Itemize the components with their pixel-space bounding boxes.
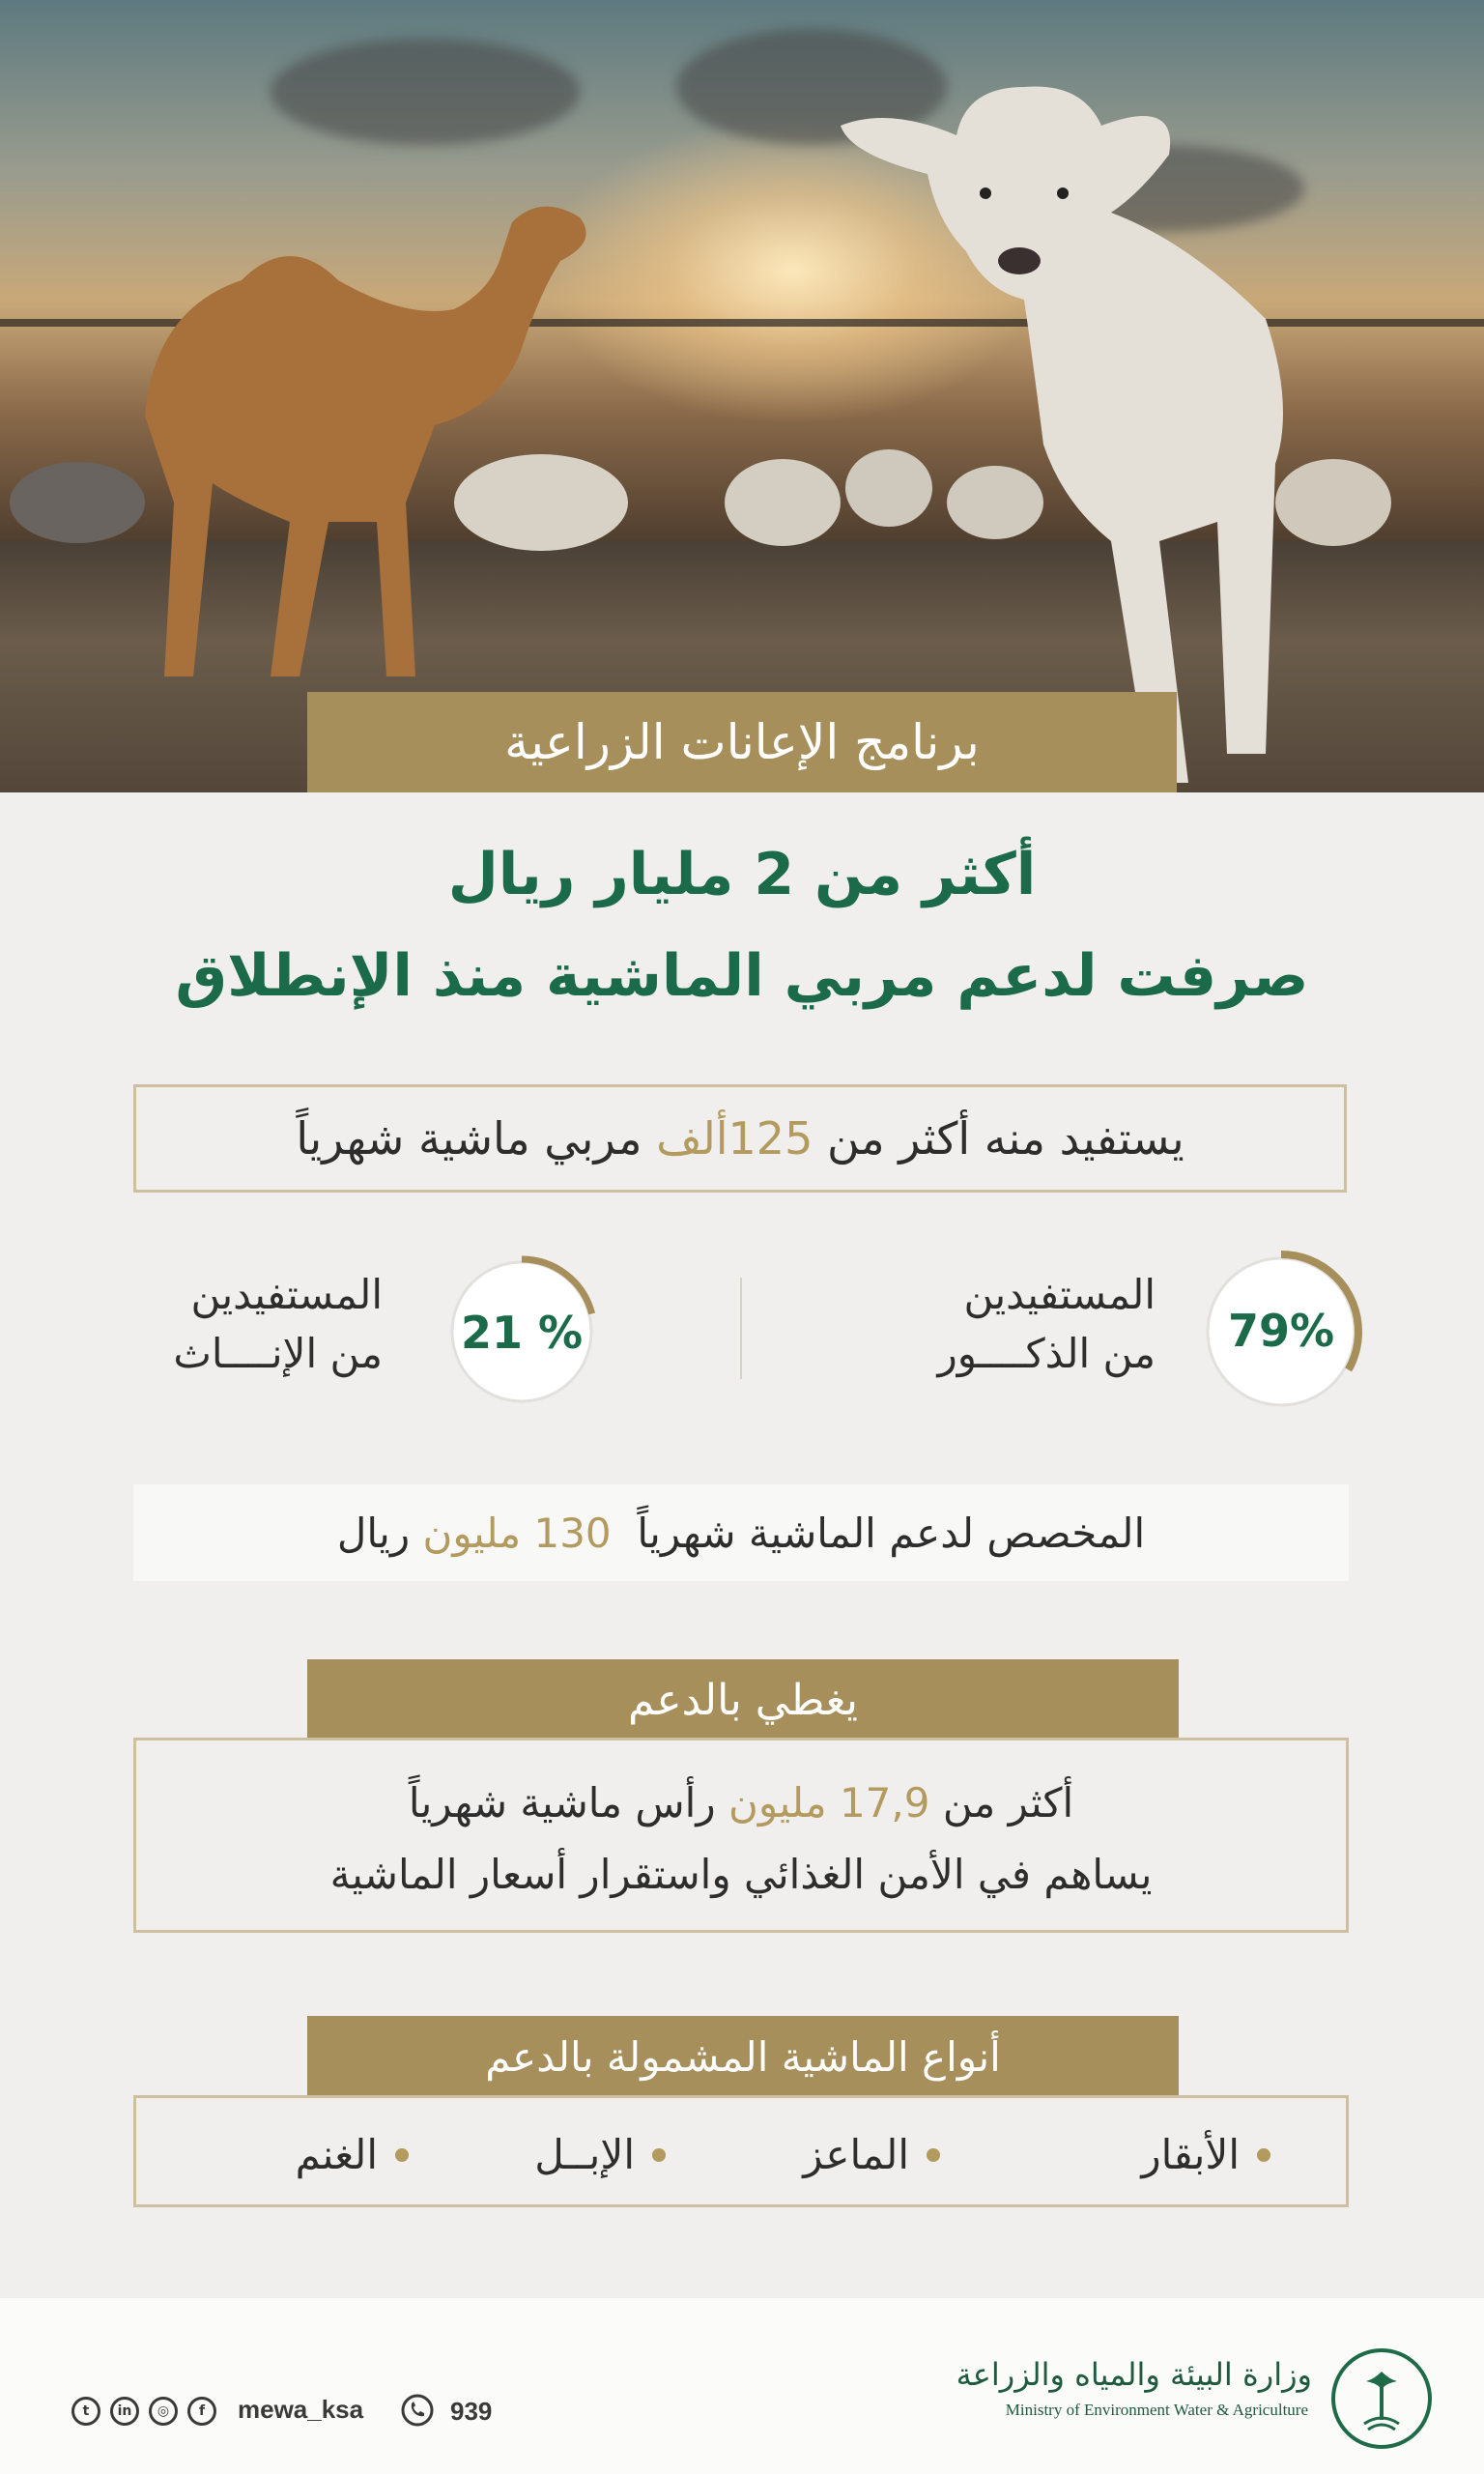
beneficiaries-box — [133, 1084, 1347, 1193]
sheep — [1275, 459, 1391, 546]
livestock-illustration — [0, 0, 1484, 792]
sheep — [725, 459, 841, 546]
program-title: برنامج الإعانات الزراعية — [504, 714, 980, 770]
facebook-icon[interactable]: f — [187, 2397, 216, 2426]
female-percent: 21 % — [460, 1307, 584, 1359]
livestock-item-goats — [803, 2131, 940, 2178]
livestock-types-tab — [307, 2016, 1179, 2097]
twitter-icon[interactable]: t — [71, 2397, 100, 2426]
bullet-icon — [1257, 2148, 1270, 2162]
coverage-line1 — [136, 1768, 1346, 1839]
female-label — [173, 1266, 383, 1384]
headline-amount: أكثر من 2 مليار ريال — [447, 841, 1037, 908]
linkedin-icon[interactable]: in — [110, 2397, 139, 2426]
headline-description: صرفت لدعم مربي الماشية منذ الإنطلاق — [175, 942, 1309, 1010]
livestock-item-label: الأبقار — [1141, 2131, 1240, 2178]
bullet-icon — [652, 2148, 666, 2162]
hero-image — [0, 0, 1484, 792]
livestock-item-label: الماعز — [803, 2131, 909, 2178]
coverage-amount: 17,9 مليون — [728, 1779, 930, 1827]
livestock-item-sheep — [296, 2131, 409, 2178]
livestock-item-cattle — [1141, 2131, 1270, 2178]
sheep — [947, 466, 1043, 539]
goat-eye — [1057, 187, 1069, 199]
allocation-prefix: المخصص لدعم الماشية شهرياً — [637, 1509, 1146, 1557]
livestock-types-tab-label: أنواع الماشية المشمولة بالدعم — [485, 2032, 1001, 2081]
coverage-line2: يساهم في الأمن الغذائي واستقرار أسعار الماشية — [329, 1850, 1153, 1898]
male-label-line2: من الذكــــور — [937, 1329, 1156, 1377]
ministry-name-en: Ministry of Environment Water & Agriculture — [1005, 2401, 1308, 2419]
instagram-icon[interactable]: ◎ — [149, 2397, 178, 2426]
allocation-suffix: ريال — [336, 1509, 411, 1557]
sheep — [845, 449, 932, 527]
goat-nose — [998, 247, 1041, 274]
coverage-box — [133, 1738, 1349, 1933]
livestock-types-box — [133, 2095, 1349, 2207]
male-label-line1: المستفيدين — [963, 1271, 1156, 1318]
livestock-item-camels — [534, 2131, 666, 2178]
program-banner — [307, 692, 1177, 792]
social-handle[interactable]: mewa_ksa — [238, 2395, 364, 2424]
male-percent: 79% — [1227, 1305, 1335, 1357]
camel — [145, 207, 586, 676]
beneficiaries-number: 125 — [728, 1112, 813, 1165]
sheep — [454, 454, 628, 551]
ministry-emblem-icon — [1331, 2348, 1432, 2449]
female-label-line1: المستفيدين — [190, 1271, 383, 1318]
coverage-line1-suffix: رأس ماشية شهرياً — [408, 1779, 716, 1827]
stats-divider — [740, 1278, 742, 1379]
goat-eye — [980, 187, 991, 199]
bullet-icon — [927, 2148, 940, 2162]
male-label — [937, 1266, 1156, 1384]
phone-icon — [400, 2393, 435, 2428]
coverage-tab-label: يغطي بالدعم — [628, 1675, 858, 1725]
beneficiaries-unit: ألف — [656, 1112, 728, 1165]
female-label-line2: من الإنــــاث — [173, 1329, 383, 1377]
livestock-item-label: الإبــل — [534, 2131, 635, 2178]
coverage-tab — [307, 1659, 1179, 1740]
beneficiaries-prefix: يستفيد منه أكثر من — [826, 1112, 1184, 1165]
allocation-box — [133, 1484, 1349, 1581]
phone-number[interactable]: 939 — [450, 2397, 493, 2426]
allocation-amount: 130 مليون — [422, 1509, 612, 1557]
footer — [0, 2298, 1484, 2474]
ministry-name-ar: وزارة البيئة والمياه والزراعة — [956, 2356, 1312, 2393]
bullet-icon — [395, 2148, 409, 2162]
beneficiaries-suffix: مربي ماشية شهرياً — [296, 1112, 642, 1165]
coverage-line1-prefix: أكثر من — [942, 1779, 1074, 1827]
sheep — [10, 462, 145, 543]
livestock-item-label: الغنم — [295, 2131, 378, 2178]
